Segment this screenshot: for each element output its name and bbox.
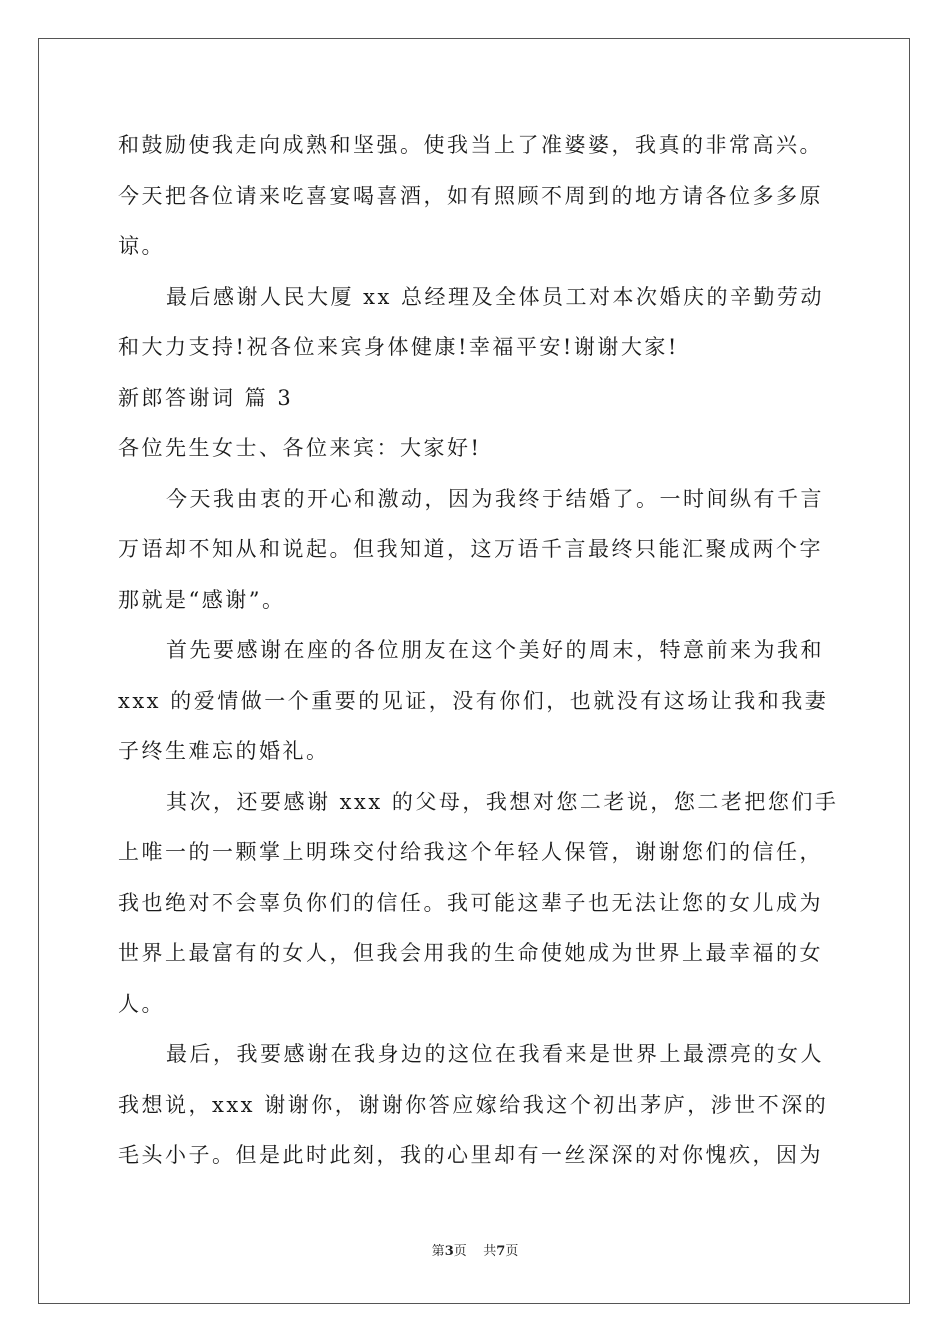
text-line-3: 谅。: [118, 234, 165, 258]
text-line-19: 最后，我要感谢在我身边的这位在我看来是世界上最漂亮的女人: [166, 1042, 824, 1066]
text-line-2: 今天把各位请来吃喜宴喝喜酒，如有照顾不周到的地方请各位多多原: [118, 183, 823, 208]
text-line-8: 今天我由衷的开心和激动，因为我终于结婚了。一时间纵有千言: [166, 486, 824, 511]
text-line-13: 子终生难忘的婚礼。: [118, 739, 330, 763]
text-line-12: xxx 的爱情做一个重要的见证，没有你们，也就没有这场让我和我妻: [118, 688, 829, 713]
text-line-11: 首先要感谢在座的各位朋友在这个美好的周末，特意前来为我和: [166, 638, 824, 662]
text-line-18: 人。: [118, 991, 165, 1016]
text-line-17: 世界上最富有的女人，但我会用我的生命使她成为世界上最幸福的女: [118, 941, 823, 965]
text-line-20: 我想说，xxx 谢谢你，谢谢你答应嫁给我这个初出茅庐，涉世不深的: [118, 1092, 829, 1117]
footer-page-suffix: 页: [505, 1244, 519, 1259]
text-line-5: 和大力支持!祝各位来宾身体健康!幸福平安!谢谢大家!: [118, 335, 679, 359]
text-line-16: 我也绝对不会辜负你们的信任。我可能这辈子也无法让您的女儿成为: [118, 890, 823, 915]
footer-total-pages: 7: [496, 1244, 506, 1259]
text-line-14: 其次，还要感谢 xxx 的父母，我想对您二老说，您二老把您们手: [166, 789, 839, 814]
footer-page-mid: 页 共: [453, 1244, 497, 1259]
footer-page-prefix: 第: [431, 1244, 445, 1259]
text-line-4: 最后感谢人民大厦 xx 总经理及全体员工对本次婚庆的辛勤劳动: [166, 284, 825, 309]
document-body: [118, 120, 838, 1181]
text-line-21: 毛头小子。但是此时此刻，我的心里却有一丝深深的对你愧疚，因为: [118, 1143, 823, 1167]
footer-page-number: 3: [444, 1244, 454, 1259]
salutation: 各位先生女士、各位来宾：大家好!: [118, 436, 482, 460]
text-line-15: 上唯一的一颗掌上明珠交付给我这个年轻人保管，谢谢您们的信任，: [118, 840, 823, 864]
text-line-10: 那就是“感谢”。: [118, 587, 286, 612]
text-line-9: 万语却不知从和说起。但我知道，这万语千言最终只能汇聚成两个字: [118, 537, 823, 561]
section-heading: 新郎答谢词 篇 3: [118, 385, 294, 410]
page-footer: [0, 1240, 950, 1259]
text-line-1: 和鼓励使我走向成熟和坚强。使我当上了准婆婆，我真的非常高兴。: [118, 133, 823, 157]
